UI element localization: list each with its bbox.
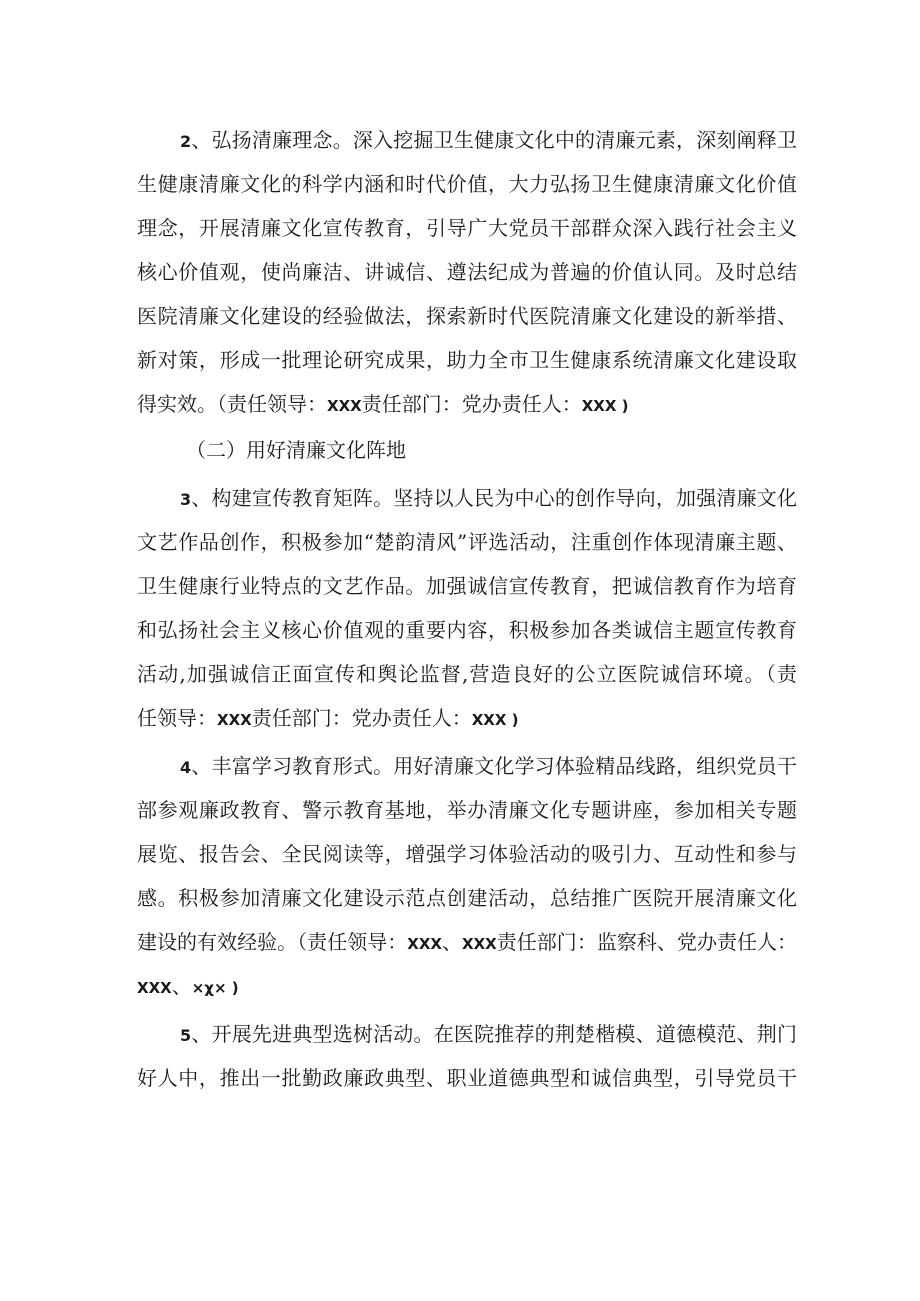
- item4-responsibility-tail: XXX、×χ× ): [137, 974, 239, 998]
- item2-line-2: 生健康清廉文化的科学内涵和时代价值，大力弘扬卫生健康清廉文化价值: [137, 172, 797, 196]
- item2-line-4: 核心价值观，使尚廉洁、讲诚信、遵法纪成为普遍的价值认同。及时总结: [137, 260, 797, 284]
- item3-line-3: 卫生健康行业特点的文艺作品。加强诚信宣传教育，把诚信教育作为培育: [137, 574, 797, 598]
- item4-responsibility-line: 建设的有效经验。（责任领导：XXX、XXX责任部门：监察科、党办责任人：: [137, 930, 798, 954]
- section-heading: （二）用好清廉文化阵地: [186, 438, 406, 462]
- item4-line-3: 展览、报告会、全民阅读等，增强学习体验活动的吸引力、互动性和参与: [137, 842, 797, 866]
- item5-line-1: 5、开展先进典型选树活动。在医院推荐的荆楚楷模、道德模范、荆门: [180, 1022, 797, 1046]
- item2-responsibility-line: 得实效。（责任领导：XXX责任部门：党办责任人：XXX ): [137, 392, 629, 416]
- item4-line-4: 感。积极参加清廉文化建设示范点创建活动，总结推广医院开展清廉文化: [137, 886, 797, 910]
- item5-number: 5: [180, 1026, 192, 1045]
- item3-line-4: 和弘扬社会主义核心价值观的重要内容，积极参加各类诚信主题宣传教育: [137, 618, 797, 642]
- item3-line-2: 文艺作品创作，积极参加“楚韵清风”评选活动，注重创作体现清廉主题、: [137, 530, 797, 554]
- item2-number: 2: [180, 132, 192, 151]
- item3-number: 3: [180, 490, 192, 509]
- item3-responsibility-line: 任领导：XXX责任部门：党办责任人：XXX ): [137, 706, 519, 730]
- item2-line-3: 理念，开展清廉文化宣传教育，引导广大党员干部群众深入践行社会主义: [137, 216, 797, 240]
- item4-line-2: 部参观廉政教育、警示教育基地，举办清廉文化专题讲座，参加相关专题: [137, 798, 797, 822]
- item3-line-1: 3、构建宣传教育矩阵。坚持以人民为中心的创作导向，加强清廉文化: [180, 486, 797, 510]
- item3-line-5: 活动,加强诚信正面宣传和舆论监督,营造良好的公立医院诚信环境。（责: [137, 662, 797, 686]
- item2-line-6: 新对策，形成一批理论研究成果，助力全市卫生健康系统清廉文化建设取: [137, 348, 797, 372]
- item2-line-1: 2、弘扬清廉理念。深入挖掘卫生健康文化中的清廉元素，深刻阐释卫: [180, 128, 797, 152]
- item4-number: 4: [180, 758, 192, 777]
- item5-line-2: 好人中，推出一批勤政廉政典型、职业道德典型和诚信典型，引导党员干: [137, 1066, 797, 1090]
- item4-line-1: 4、丰富学习教育形式。用好清廉文化学习体验精品线路，组织党员干: [180, 754, 797, 778]
- item2-line-5: 医院清廉文化建设的经验做法，探索新时代医院清廉文化建设的新举措、: [137, 304, 797, 328]
